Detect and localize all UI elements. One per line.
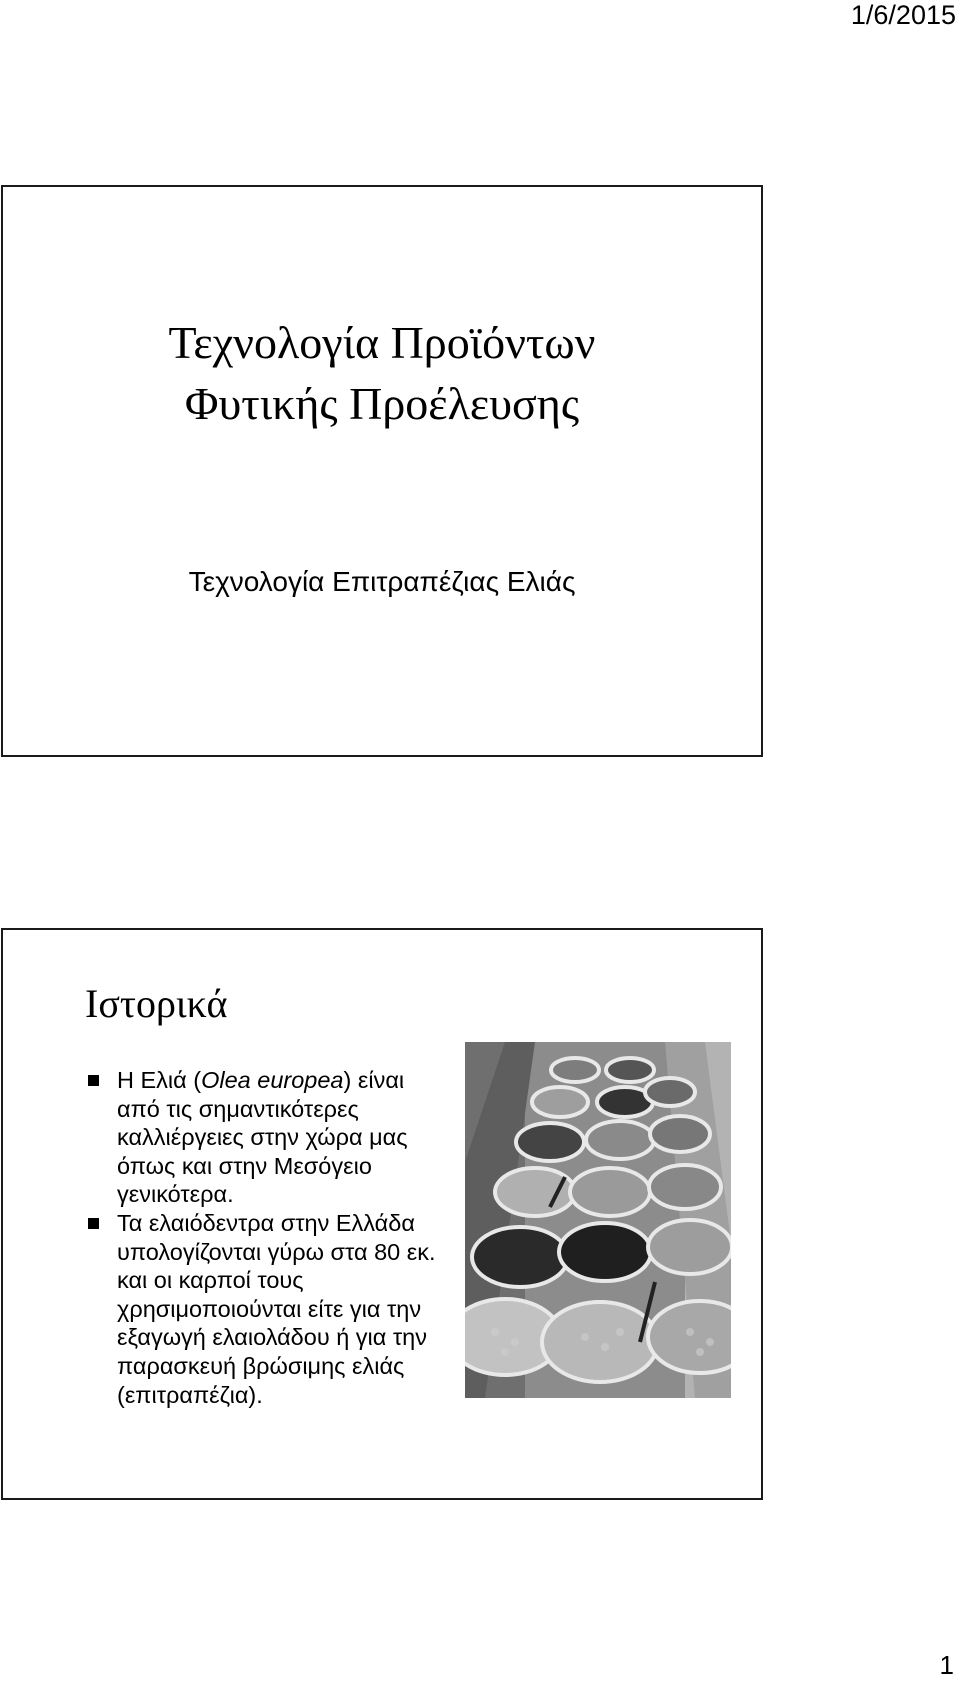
bullet-line: (επιτραπέζια). xyxy=(117,1381,263,1408)
bullet-line: Τα ελαιόδεντρα στην Ελλάδα xyxy=(117,1209,415,1236)
bullet-line: εξαγωγή ελαιολάδου ή για την xyxy=(117,1324,427,1351)
bullet-line: από τις σημαντικότερες xyxy=(117,1095,359,1122)
square-bullet-icon xyxy=(88,1075,99,1086)
olive-bowls-illustration xyxy=(465,1042,731,1398)
slide-subtitle: Τεχνολογία Επιτραπέζιας Ελιάς xyxy=(188,566,576,597)
slide-title: Ιστορικά xyxy=(85,981,228,1026)
bullet-line: υπολογίζονται γύρω στα 80 εκ. xyxy=(117,1238,436,1265)
square-bullet-icon xyxy=(88,1218,99,1229)
bullet-item xyxy=(86,1209,486,1409)
bullet-line xyxy=(117,1066,486,1095)
latin-name: Olea europea xyxy=(201,1067,344,1093)
slide-title-line: Τεχνολογία Προϊόντων xyxy=(168,317,596,368)
header-date: 1/6/2015 xyxy=(850,0,956,30)
olive-bowls-photo xyxy=(465,1042,731,1398)
bullet-line: γενικότερα. xyxy=(117,1181,234,1208)
bullet-line: όπως και στην Μεσόγειο xyxy=(117,1152,372,1179)
bullet-item xyxy=(86,1066,486,1209)
text-run: Η Ελιά ( xyxy=(117,1067,202,1093)
bullet-list xyxy=(86,1066,486,1409)
slide-title xyxy=(3,312,761,434)
slide-thumbnail-1 xyxy=(1,185,763,757)
bullet-line: παρασκευή βρώσιμης ελιάς xyxy=(117,1352,405,1379)
bullet-line: χρησιμοποιούνται είτε για την xyxy=(117,1295,422,1322)
page-number: 1 xyxy=(939,1650,954,1680)
text-run: ) είναι xyxy=(343,1067,405,1093)
slide-thumbnail-2 xyxy=(1,928,763,1500)
slide-title-line: Φυτικής Προέλευσης xyxy=(184,378,580,429)
bullet-line: και οι καρποί τους xyxy=(117,1267,304,1294)
bullet-line: καλλιέργειες στην χώρα μας xyxy=(117,1124,408,1151)
